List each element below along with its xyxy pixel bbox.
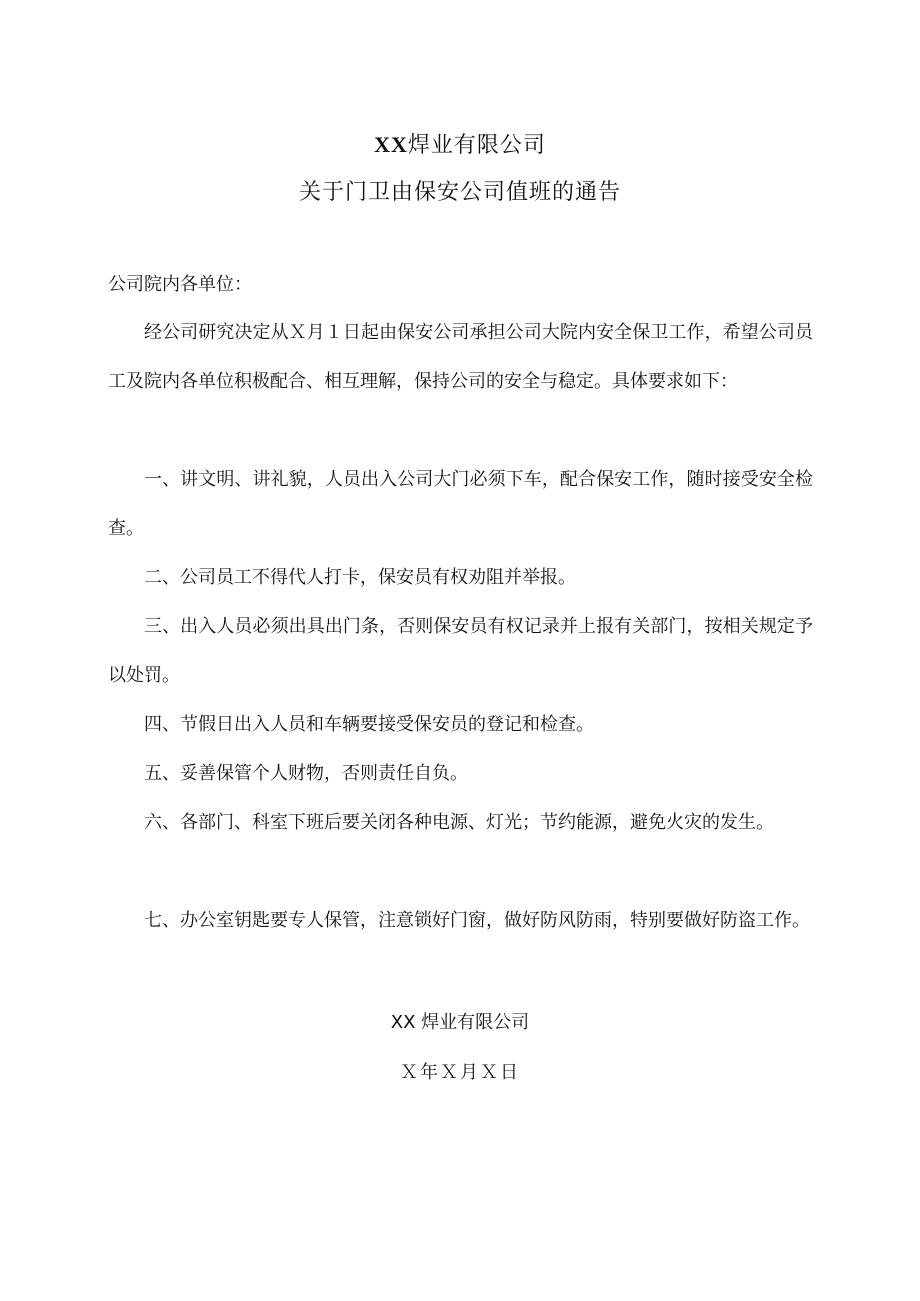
- requirement-item-3: 三、出入人员必须出具出门条，否则保安员有权记录并上报有关部门，按相关规定予以处罚。: [108, 616, 813, 686]
- requirement-item-6: 六、各部门、科室下班后要关闭各种电源、灯光；节约能源，避免火灾的发生。: [144, 812, 774, 833]
- signature-company: XX 焊业有限公司: [390, 1012, 530, 1033]
- document-subtitle: 关于门卫由保安公司值班的通告: [298, 180, 621, 205]
- intro-paragraph: 经公司研究决定从Ｘ月１日起由保安公司承担公司大院内安全保卫工作，希望公司员工及院内各单位积极配合、相互理解，保持公司的安全与稳定。具体要求如下：: [108, 322, 813, 392]
- document-title: [0, 130, 920, 161]
- requirement-item-1: 一、讲文明、讲礼貌，人员出入公司大门必须下车，配合保安工作，随时接受安全检查。: [108, 469, 813, 539]
- salutation: 公司院内各单位：: [108, 274, 252, 295]
- requirement-item-7: 七、办公室钥匙要专人保管，注意锁好门窗，做好防风防雨，特别要做好防盗工作。: [144, 910, 810, 931]
- requirement-item-4: 四、节假日出入人员和车辆要接受保安员的登记和检查。: [144, 714, 594, 735]
- title-brand: XX: [374, 132, 408, 157]
- requirement-item-2: 二、公司员工不得代人打卡，保安员有权劝阻并举报。: [144, 567, 576, 588]
- title-company: 焊业有限公司: [407, 133, 546, 158]
- requirement-item-5: 五、妥善保管个人财物，否则责任自负。: [144, 763, 468, 784]
- signature-date: Ｘ年Ｘ月Ｘ日: [400, 1062, 520, 1083]
